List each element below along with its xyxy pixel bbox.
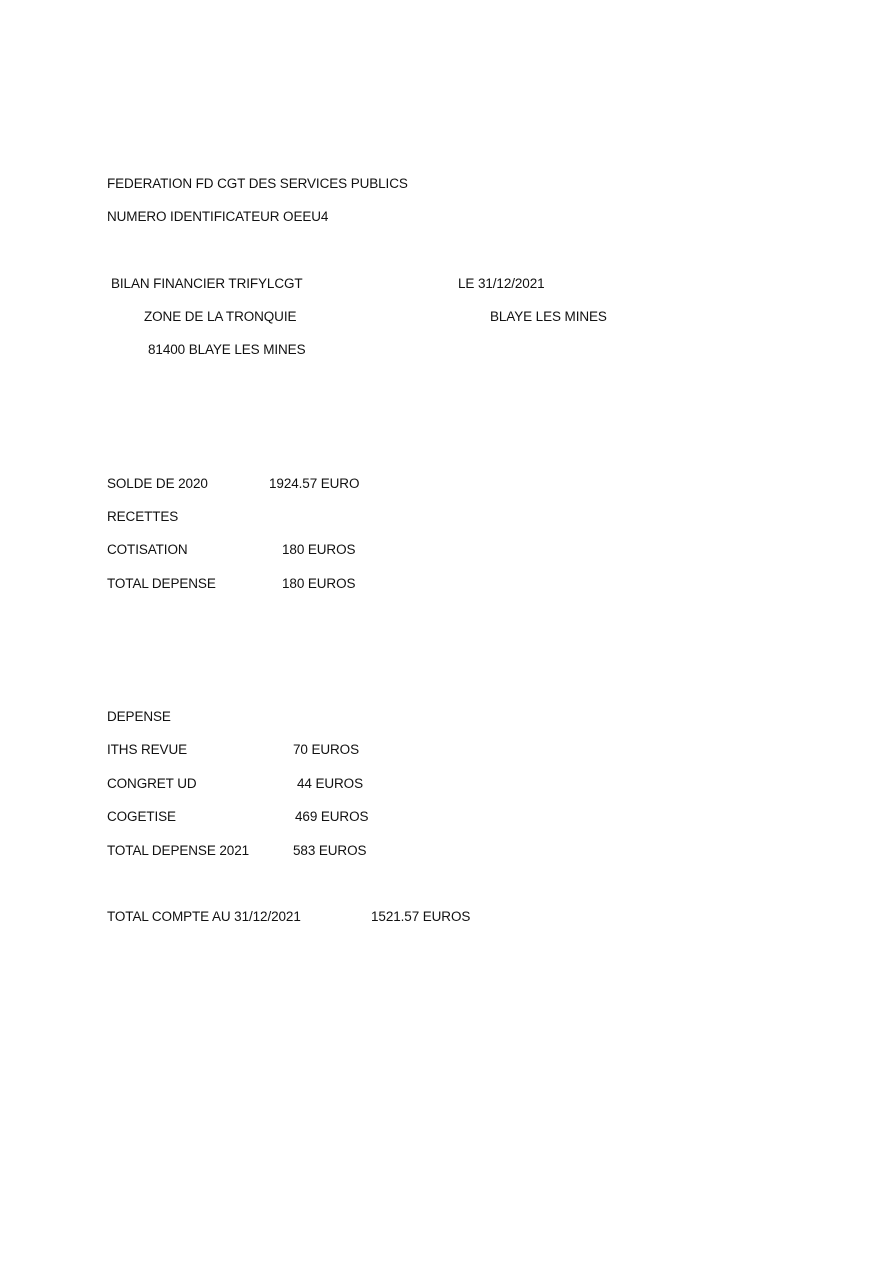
expense-item-value: 469 EUROS — [295, 809, 369, 824]
closing-balance-value: 1521.57 EUROS — [371, 909, 471, 924]
expense-item-value: 44 EUROS — [297, 776, 363, 791]
expense-item-value: 70 EUROS — [293, 742, 359, 757]
closing-balance-label: TOTAL COMPTE AU 31/12/2021 — [107, 909, 301, 924]
identifier-number: NUMERO IDENTIFICATEUR OEEU4 — [107, 209, 329, 224]
expense-total-label: TOTAL DEPENSE 2021 — [107, 843, 250, 858]
receipt-item-label: COTISATION — [107, 542, 188, 557]
expense-item-label: CONGRET UD — [107, 776, 197, 791]
receipt-total-value: 180 EUROS — [282, 576, 356, 591]
report-date: LE 31/12/2021 — [458, 276, 545, 291]
report-city: BLAYE LES MINES — [490, 309, 607, 324]
report-title: BILAN FINANCIER TRIFYLCGT — [111, 276, 303, 291]
receipts-heading: RECETTES — [107, 509, 179, 524]
receipt-total-label: TOTAL DEPENSE — [107, 576, 216, 591]
address-line-2: 81400 BLAYE LES MINES — [148, 342, 306, 357]
expense-item-label: COGETISE — [107, 809, 176, 824]
expense-total-value: 583 EUROS — [293, 843, 367, 858]
expenses-heading: DEPENSE — [107, 709, 171, 724]
expense-item-label: ITHS REVUE — [107, 742, 188, 757]
address-line-1: ZONE DE LA TRONQUIE — [144, 309, 297, 324]
federation-name: FEDERATION FD CGT DES SERVICES PUBLICS — [107, 176, 408, 191]
receipt-item-value: 180 EUROS — [282, 542, 356, 557]
opening-balance-label: SOLDE DE 2020 — [107, 476, 208, 491]
opening-balance-value: 1924.57 EURO — [269, 476, 360, 491]
